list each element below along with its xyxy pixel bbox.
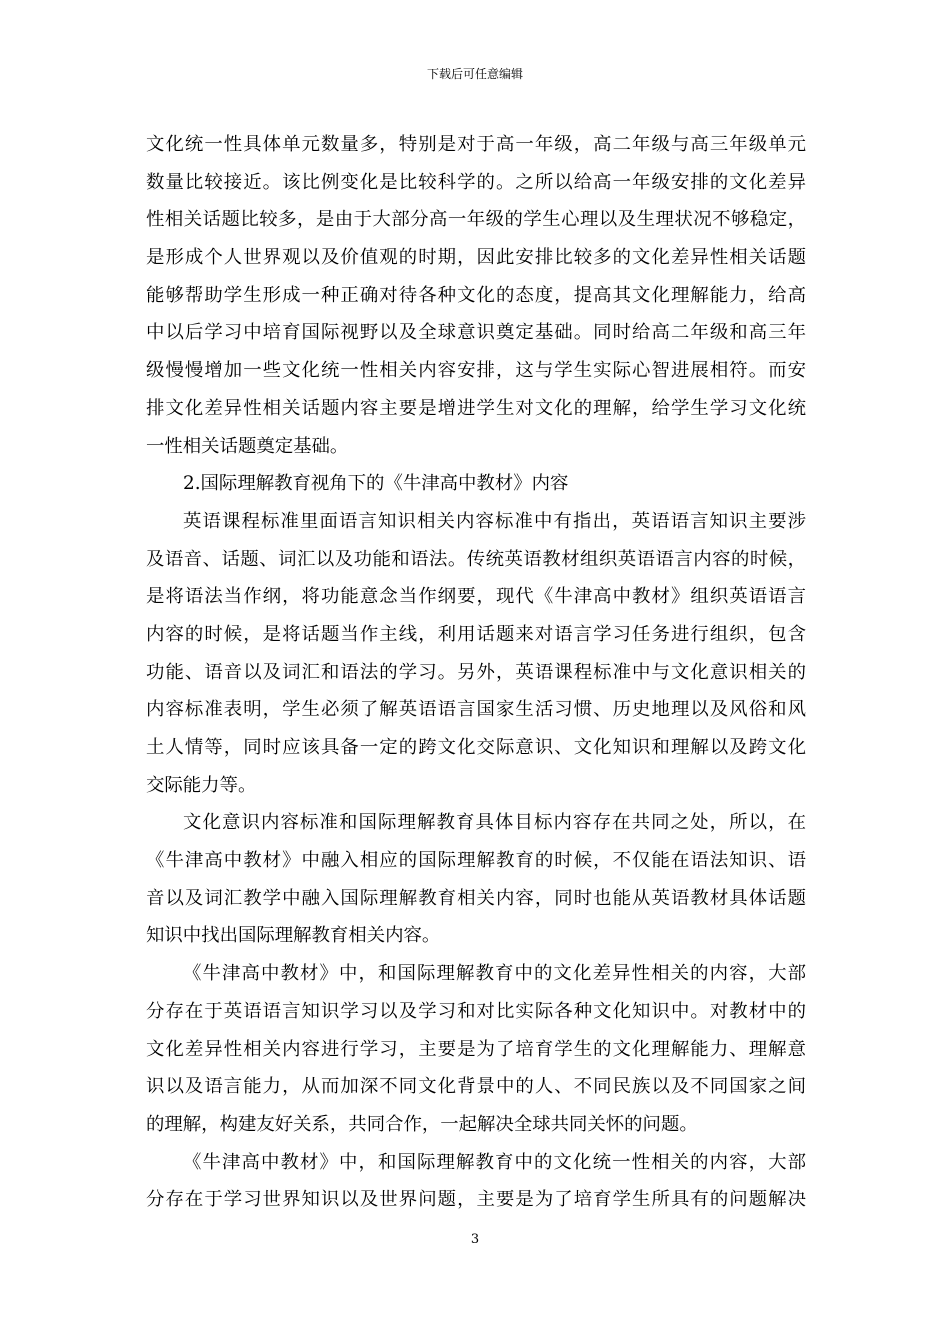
text-line: 识以及语言能力，从而加深不同文化背景中的人、不同民族以及不同国家之间 <box>146 1076 806 1098</box>
text-line: 分存在于英语语言知识学习以及学习和对比实际各种文化知识中。对教材中的 <box>146 1000 806 1022</box>
text-line: 级慢慢增加一些文化统一性相关内容安排，这与学生实际心智进展相符。而安 <box>146 360 806 382</box>
text-line: 交际能力等。 <box>146 774 257 796</box>
text-line: 《牛津高中教材》中，和国际理解教育中的文化统一性相关的内容，大部 <box>183 1151 806 1173</box>
text-line: 内容的时候，是将话题当作主线，利用话题来对语言学习任务进行组织，包含 <box>146 623 806 645</box>
text-line: 文化统一性具体单元数量多，特别是对于高一年级，高二年级与高三年级单元 <box>146 134 806 155</box>
text-line: 英语课程标准里面语言知识相关内容标准中有指出，英语语言知识主要涉 <box>183 510 806 532</box>
text-line: 分存在于学习世界知识以及世界问题，主要是为了培育学生所具有的问题解决 <box>146 1189 806 1211</box>
text-line: 能够帮助学生形成一种正确对待各种文化的态度，提高其文化理解能力，给高 <box>146 284 806 306</box>
text-line: 土人情等，同时应该具备一定的跨文化交际意识、文化知识和理解以及跨文化 <box>146 737 806 758</box>
page-number: 3 <box>470 1232 480 1247</box>
text-line: 知识中找出国际理解教育相关内容。 <box>146 925 441 947</box>
text-line: 文化意识内容标准和国际理解教育具体目标内容存在共同之处，所以，在 <box>183 812 806 834</box>
text-line: 内容标准表明，学生必须了解英语语言国家生活习惯、历史地理以及风俗和风 <box>146 699 806 721</box>
text-line: 及语音、话题、词汇以及功能和语法。传统英语教材组织英语语言内容的时候， <box>146 548 806 570</box>
text-line: 排文化差异性相关话题内容主要是增进学生对文化的理解，给学生学习文化统 <box>146 397 806 419</box>
text-line: 是将语法当作纲，将功能意念当作纲要，现代《牛津高中教材》组织英语语言 <box>146 586 806 608</box>
document-body <box>146 126 806 1219</box>
text-line: 《牛津高中教材》中，和国际理解教育中的文化差异性相关的内容，大部 <box>183 963 806 985</box>
text-line: 是形成个人世界观以及价值观的时期，因此安排比较多的文化差异性相关话题 <box>146 247 806 269</box>
section-heading: 2.国际理解教育视角下的《牛津高中教材》内容 <box>183 473 569 495</box>
text-line: 音以及词汇教学中融入国际理解教育相关内容，同时也能从英语教材具体话题 <box>146 887 806 909</box>
page-header: 下载后可任意编辑 <box>426 67 523 81</box>
text-line: 中以后学习中培育国际视野以及全球意识奠定基础。同时给高二年级和高三年 <box>146 322 806 344</box>
text-line: 一性相关话题奠定基础。 <box>146 435 349 457</box>
text-line: 数量比较接近。该比例变化是比较科学的。之所以给高一年级安排的文化差异 <box>146 171 806 193</box>
text-line: 《牛津高中教材》中融入相应的国际理解教育的时候，不仅能在语法知识、语 <box>146 850 806 872</box>
text-line: 文化差异性相关内容进行学习，主要是为了培育学生的文化理解能力、理解意 <box>146 1038 806 1060</box>
text-line: 的理解，构建友好关系，共同合作，一起解决全球共同关怀的问题。 <box>146 1113 698 1135</box>
text-line: 功能、语音以及词汇和语法的学习。另外，英语课程标准中与文化意识相关的 <box>146 661 806 683</box>
text-line: 性相关话题比较多，是由于大部分高一年级的学生心理以及生理状况不够稳定， <box>146 209 806 231</box>
